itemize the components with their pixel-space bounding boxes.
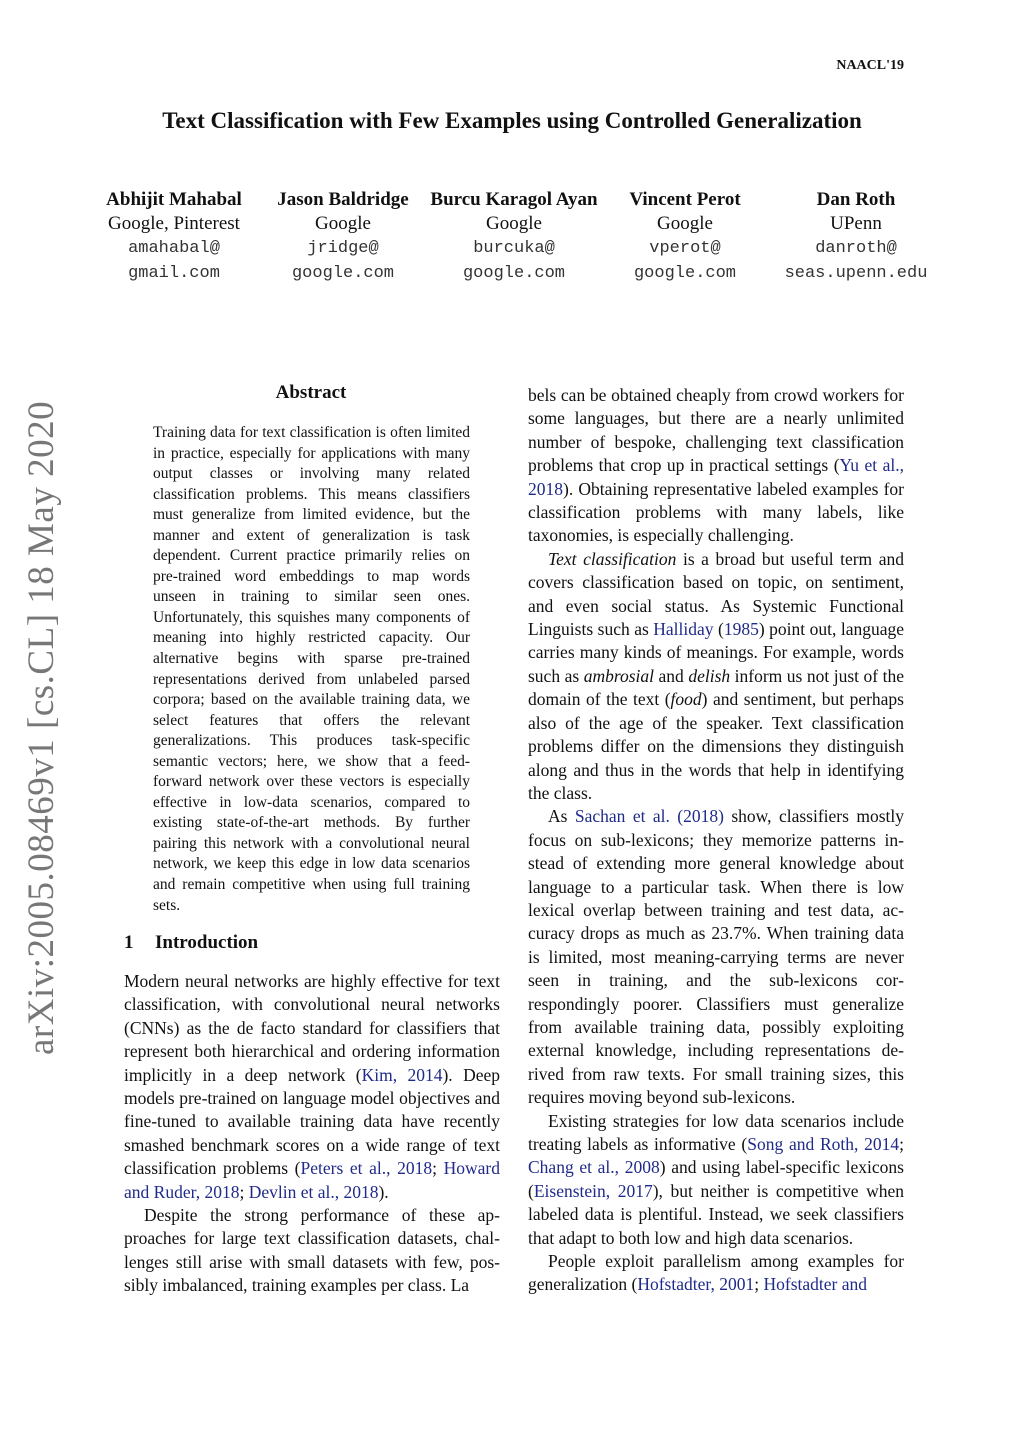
author-3 [422, 188, 606, 286]
citation-link[interactable]: Hofstadter, 2001 [637, 1274, 755, 1295]
author-email: google.com [462, 264, 566, 283]
section-number: 1 [124, 932, 134, 953]
author-email: gmail.com [128, 264, 220, 283]
abstract-text: Training data for text classification is often limited in practice, especially for applications with many output classes or involving many related classification problems. This means classifiers must generalize from limited evidence, but the manner and extent of generalization is task dependent. Current practice primarily relies on pre-trained word embeddings to map words unseen in training to similar seen ones. Unfortunately, this squishes many components of meaning into highly restricted capacity. Our alternative begins with sparse pre-trained representations derived from unlabeled parsed corpora; based on the available training data, we select features that offers the relevant generalizations. This produces task-specific semantic vectors; here, we show that a feed-forward network over these vectors is especially effective in low-data scenarios, compared to existing state-of-the-art methods. By further pairing this network with a convolutional neural network, we keep this edge in low data scenarios and remain competitive when using full training sets. [153, 424, 470, 914]
author-affiliation: Google [315, 213, 371, 234]
paragraph [528, 384, 904, 548]
text-run: Modern neural networks are highly effective for text classification, with convolutional neural networks (CNNs) as the de facto standard for classifiers that represent both hierarchical and ordering information implicitly in a deep network ( [124, 971, 500, 1085]
author-name: Abhijit Mahabal [106, 189, 242, 210]
citation-link[interactable]: Yu et al., 2018 [528, 455, 904, 499]
emphasis: food [670, 689, 702, 710]
right-column-body [528, 384, 904, 1297]
author-email: google.com [633, 264, 737, 283]
text-run: Existing strategies for low data scenarios include treating labels as informative ( [528, 1110, 904, 1154]
author-name: Dan Roth [816, 189, 896, 210]
left-column-body [124, 970, 500, 1298]
author-affiliation: UPenn [830, 213, 882, 234]
author-name: Jason Baldridge [277, 189, 409, 210]
emphasis: Text classification [548, 548, 677, 569]
author-4 [618, 188, 752, 286]
venue-label: NAACL'19 [836, 58, 904, 73]
text-run: ). Deep models pre-trained on language model objectives and fine-tuned to available training data have recently smashed benchmark scores on a wide range of text classification problems ( [124, 1064, 500, 1179]
text-run: ; [432, 1158, 444, 1179]
emphasis: delish [688, 665, 731, 686]
citation-link[interactable]: Howard and Ruder, 2018 [124, 1158, 500, 1202]
citation-link[interactable]: Hofstadter and [763, 1274, 868, 1295]
author-email: amahabal@ [128, 239, 220, 258]
citation-link[interactable]: Sachan et al. (2018) [574, 806, 724, 827]
text-run: ). [378, 1181, 389, 1202]
text-run: inform us not just of the domain of the text ( [528, 665, 904, 710]
citation-link[interactable]: Song and Roth, 2014 [747, 1134, 900, 1154]
author-email: vperot@ [649, 239, 721, 258]
section-heading-introduction [124, 932, 258, 954]
text-run: As [548, 806, 575, 827]
author-email: google.com [291, 264, 395, 283]
section-title: Introduction [155, 932, 259, 953]
citation-link[interactable]: Kim, 2014 [361, 1064, 443, 1085]
text-run: ). Obtaining representative labeled examples for classification problems with many labels, like taxonomies, is especially challenging. [528, 478, 904, 546]
paragraph [528, 1110, 904, 1250]
paragraph [528, 548, 904, 805]
citation-link[interactable]: Devlin et al., 2018 [248, 1181, 379, 1202]
text-run: ) point out, language carries many kinds of meanings. For example, words such as [528, 619, 904, 686]
text-run: ; [754, 1274, 764, 1295]
author-affiliation: Google [486, 213, 542, 234]
text-run: ) and using label-specific lexicons ( [528, 1157, 904, 1201]
text-run: ( [713, 619, 724, 640]
abstract-heading: Abstract [275, 382, 347, 403]
text-run: ; [899, 1134, 904, 1154]
author-5 [768, 188, 944, 286]
paragraph [528, 1250, 904, 1297]
author-name: Vincent Perot [629, 189, 741, 210]
author-email: burcuka@ [473, 239, 555, 258]
author-name: Burcu Karagol Ayan [430, 189, 598, 210]
author-affiliation: Google [657, 213, 713, 234]
emphasis: ambrosial [583, 665, 655, 686]
citation-link[interactable]: Chang et al., 2008 [528, 1157, 660, 1178]
author-affiliation: Google, Pinterest [108, 213, 240, 234]
citation-link[interactable]: 1985 [723, 619, 759, 640]
author-email: jridge@ [307, 239, 379, 258]
text-run: and [654, 665, 689, 686]
author-1 [86, 188, 262, 286]
text-run: ), but neither is competitive when labeled data is plentiful. Instead, we seek classifiers that adapt to both low and high data scenarios. [528, 1180, 905, 1248]
author-email: danroth@ [815, 239, 897, 258]
paper-title: Text Classification with Few Examples using Controlled Generalization [162, 108, 862, 133]
text-run: is a broad but useful term and covers classification based on topic, on sentiment, and even social status. As Systemic Functional Linguists such as [528, 548, 904, 640]
paragraph [528, 805, 904, 1109]
citation-link[interactable]: Eisenstein, 2017 [533, 1180, 653, 1201]
citation-link[interactable]: Halliday [653, 619, 714, 640]
citation-link[interactable]: Peters et al., 2018 [300, 1158, 433, 1179]
text-run: ) and sentiment, but perhaps also of the age of the speaker. Text classification problems differ on the dimensions they distinguish along and thus in the words that help in identifying the class. [528, 689, 904, 803]
paragraph [124, 1204, 500, 1298]
author-email: seas.upenn.edu [784, 264, 928, 283]
text-run: show, classifiers mostly focus on sub-lexicons; they memorize patterns instead of extending more general knowledge about language to a particular task. When there is low lexical overlap between training and test data, accuracy drops as much as 23.7%. When training data is limited, most meaning-carrying terms are never seen in training, and the sub-lexicons correspondingly poorer. Classifiers must generalize from available training data, possibly exploiting external knowledge, including representations derived from raw texts. For small training sizes, this requires moving beyond sub-lexicons. [528, 806, 905, 1108]
paragraph [124, 970, 500, 1204]
text-run: ; [239, 1181, 249, 1202]
author-2 [264, 188, 422, 286]
text-run: bels can be obtained cheaply from crowd workers for some languages, but there are a nearly unlimited number of bespoke, challenging text classification problems that crop up in practical settings ( [528, 385, 904, 476]
text-run: Despite the strong performance of these approaches for large text classification datasets, challenges still arise with small datasets with few, possibly imbalanced, training examples per class. La [124, 1205, 500, 1296]
arxiv-stamp: arXiv:2005.08469v1 [cs.CL] 18 May 2020 [21, 400, 62, 1055]
text-run: People exploit parallelism among examples for generalization ( [528, 1251, 904, 1295]
author-block [86, 188, 956, 298]
